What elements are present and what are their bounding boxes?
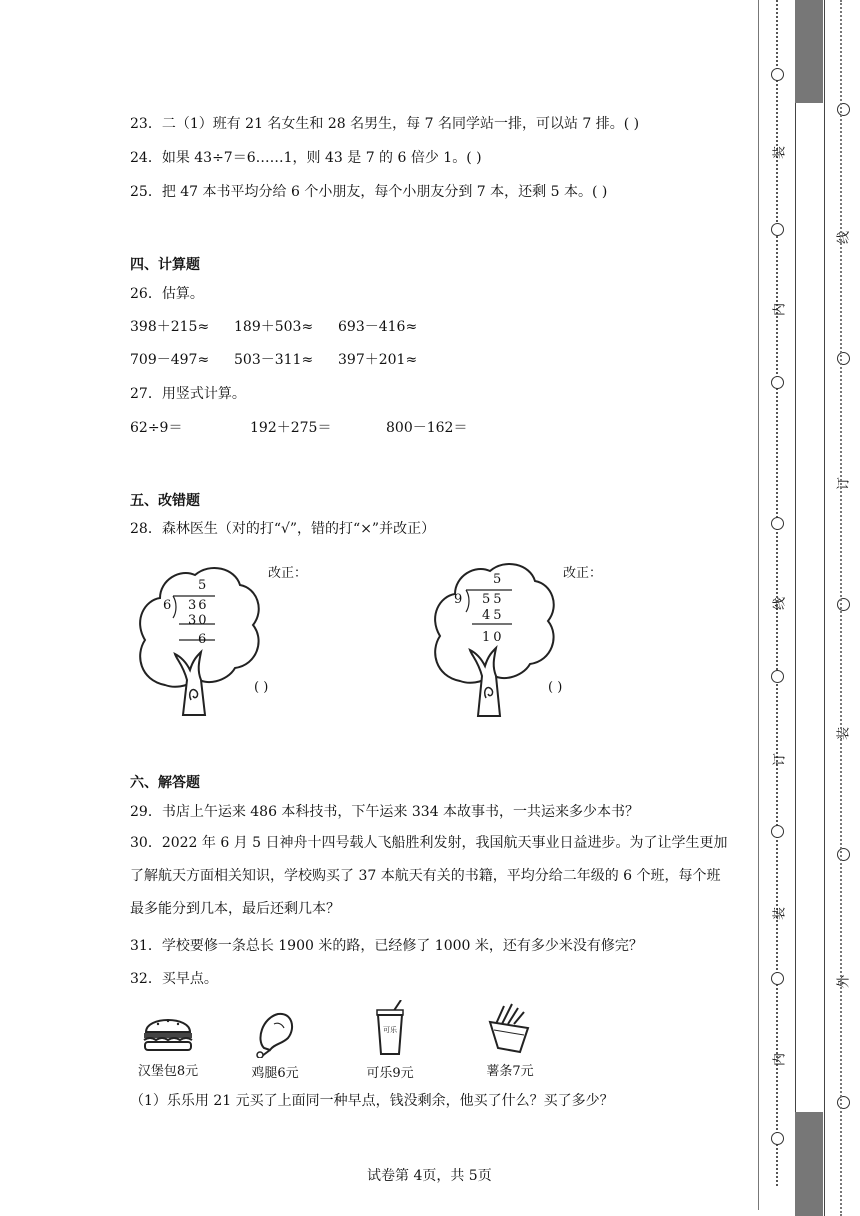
answer-bracket-2: ( ) — [548, 680, 563, 695]
tree-division-1 — [135, 560, 265, 720]
question-23: 23．二（1）班有 21 名女生和 28 名男生，每 7 名同学站一排，可以站 7 排。( ) — [130, 116, 640, 132]
binding-circle — [771, 1132, 784, 1145]
binding-inner-dots — [840, 0, 842, 1216]
divisor: 6 — [163, 598, 172, 613]
food-label: 可乐9元 — [366, 1066, 414, 1081]
divisor: 9 — [454, 592, 463, 607]
cola-cup-text: 可乐 — [383, 1026, 397, 1034]
estimate-item: 709－497≈ — [130, 352, 210, 368]
binding-circle — [771, 825, 784, 838]
fix-label-1: 改正： — [268, 566, 308, 581]
binding-circle — [771, 670, 784, 683]
question-32-1: （1）乐乐用 21 元买了上面同一种早点，钱没剩余，他买了什么？买了多少？ — [130, 1093, 614, 1109]
binding-circle — [837, 848, 850, 861]
hamburger-icon — [138, 1012, 198, 1056]
answer-bracket-1: ( ) — [254, 680, 269, 695]
tree-division-2 — [430, 556, 563, 721]
estimate-item: 189＋503≈ — [234, 319, 314, 335]
question-25: 25．把 47 本书平均分给 6 个小朋友，每个小朋友分到 7 本，还剩 5 本。( ) — [130, 184, 608, 200]
question-27: 27．用竖式计算。 — [130, 386, 246, 402]
binding-label: 装 — [772, 146, 788, 160]
binding-label: 线 — [772, 597, 788, 611]
binding-label: 内 — [772, 303, 788, 317]
binding-inner-border — [795, 0, 825, 1216]
drumstick-icon — [250, 1008, 300, 1058]
binding-label: 外 — [836, 975, 852, 989]
question-32: 32．买早点。 — [130, 971, 218, 987]
food-label: 汉堡包8元 — [137, 1064, 199, 1079]
food-drumstick — [240, 1008, 310, 1081]
quotient: 5 — [493, 572, 502, 587]
remainder: 10 — [482, 630, 505, 645]
food-label: 鸡腿6元 — [251, 1066, 299, 1081]
food-label: 薯条7元 — [486, 1064, 534, 1079]
question-31: 31．学校要修一条总长 1900 米的路，已经修了 1000 米，还有多少米没有修完？ — [130, 938, 643, 954]
binding-label: 线 — [836, 231, 852, 245]
binding-circle — [771, 972, 784, 985]
estimate-item: 398＋215≈ — [130, 319, 210, 335]
product: 30 — [188, 613, 209, 628]
remainder: 6 — [198, 632, 207, 647]
binding-circle — [837, 1096, 850, 1109]
binding-label: 订 — [836, 477, 852, 491]
question-29: 29．书店上午运来 486 本科技书，下午运来 334 本故事书，一共运来多少本书？ — [130, 804, 640, 820]
product: 45 — [482, 608, 505, 623]
binding-label: 装 — [836, 727, 852, 741]
binding-circle — [837, 598, 850, 611]
binding-circle — [837, 352, 850, 365]
question-26: 26．估算。 — [130, 286, 204, 302]
binding-label: 装 — [772, 907, 788, 921]
section-4-heading: 四、计算题 — [130, 257, 200, 273]
food-fries — [470, 1002, 550, 1079]
binding-circle — [771, 223, 784, 236]
section-6-heading: 六、解答题 — [130, 775, 200, 791]
vertical-calc-item: 192＋275＝ — [250, 420, 332, 436]
quotient: 5 — [198, 578, 207, 593]
binding-gray-bar-top — [795, 0, 823, 103]
dividend: 55 — [482, 592, 505, 607]
binding-label: 订 — [772, 753, 788, 767]
question-28: 28．森林医生（对的打“√”，错的打“×”并改正） — [130, 521, 436, 537]
binding-circle — [837, 103, 850, 116]
binding-gray-bar-bottom — [795, 1112, 823, 1216]
section-5-heading: 五、改错题 — [130, 493, 200, 509]
food-hamburger — [128, 1012, 208, 1079]
vertical-calc-item: 62÷9＝ — [130, 420, 183, 436]
dividend: 36 — [188, 598, 209, 613]
binding-label: 内 — [772, 1053, 788, 1067]
cola-icon — [367, 1000, 413, 1058]
estimate-item: 397＋201≈ — [338, 352, 418, 368]
fix-label-2: 改正： — [563, 566, 603, 581]
estimate-item: 503－311≈ — [234, 352, 314, 368]
binding-circle — [771, 517, 784, 530]
vertical-calc-item: 800－162＝ — [386, 420, 468, 436]
food-cola — [355, 1000, 425, 1081]
estimate-item: 693－416≈ — [338, 319, 418, 335]
binding-circle — [771, 68, 784, 81]
question-24: 24．如果 43÷7＝6……1，则 43 是 7 的 6 倍少 1。( ) — [130, 150, 482, 166]
binding-dotted-line — [776, 0, 778, 1186]
question-30: 30．2022 年 6 月 5 日神舟十四号载人飞船胜利发射，我国航天事业日益进步。为了让学生更加了解航天方面相关知识，学校购买了 37 本航天有关的书籍，平均分给二年级的 6 个班，每个班最多能分到几本，最后还剩几本？ — [130, 835, 728, 917]
binding-circle — [771, 376, 784, 389]
fries-icon — [482, 1002, 538, 1056]
